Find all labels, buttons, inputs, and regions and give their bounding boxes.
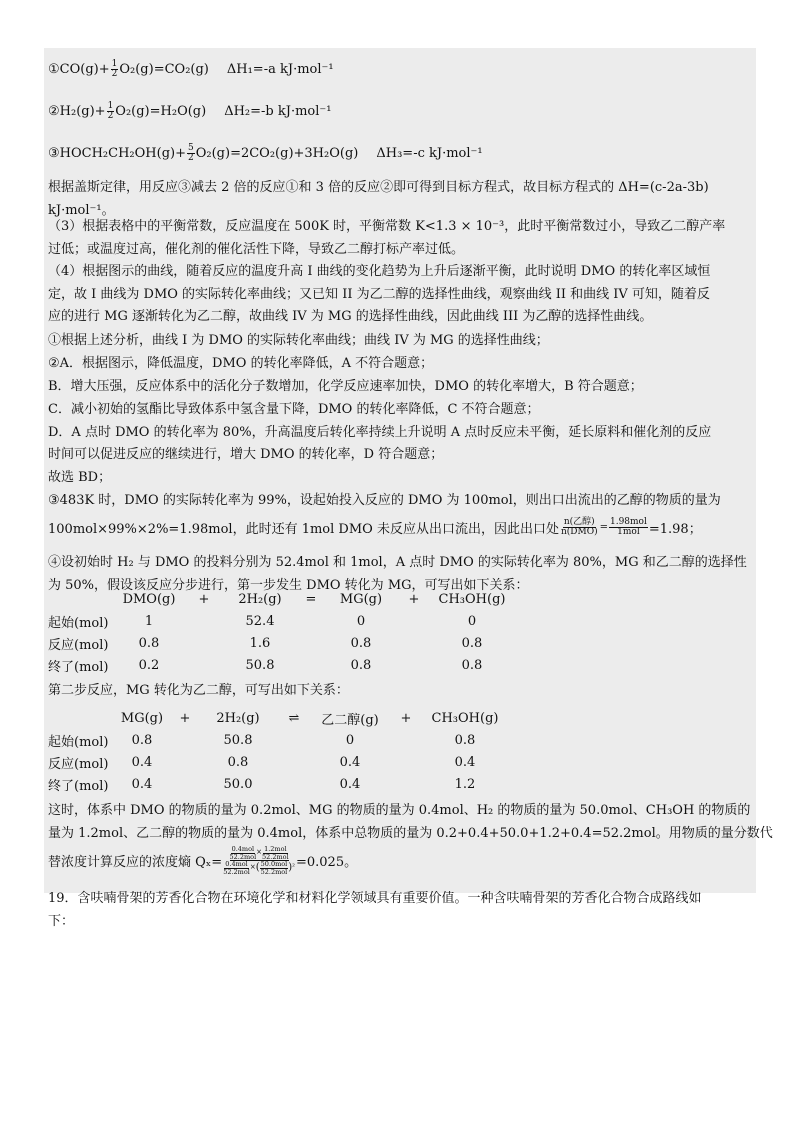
eq-rhs: O₂(g)=2CO₂(g)+3H₂O(g)	[195, 146, 359, 162]
text-line: 故选 BD；	[48, 470, 112, 485]
text-line: ①根据上述分析，曲线 I 为 DMO 的实际转化率曲线；曲线 IV 为 MG 的选择性曲线；	[48, 333, 549, 348]
eq-lhs: H₂(g)+	[59, 104, 106, 120]
text-line: 过低；或温度过高，催化剂的催化活性下降，导致乙二醇打标产率过低。	[48, 242, 465, 257]
text-line: （3）根据表格中的平衡常数，反应温度在 500K 时，平衡常数 K<1.3 × 10⁻³，此时平衡常数过小，导致乙二醇产率	[48, 219, 726, 234]
text-line: 下：	[48, 914, 75, 929]
table-row: 反应(mol) 0.8 1.6 0.8 0.8	[48, 635, 483, 653]
quotient-line: 替浓度计算反应的浓度熵 Qₓ= 0.4mol 52.2mol × 1.2mol 52.2mol 0.4mol 52.2mol × ( 50.0mol 52.2mol ) ² =0.025。	[48, 845, 358, 876]
text-line: 根据盖斯定律，用反应③减去 2 倍的反应①和 3 倍的反应②即可得到目标方程式，故目标方程式的 ΔH=(c-2a-3b)	[48, 180, 709, 195]
text-line: 第二步反应，MG 转化为乙二醇，可写出如下关系：	[48, 683, 349, 698]
text-line: B．增大压强，反应体系中的活化分子数增加，化学反应速率加快，DMO 的转化率增大，B 符合题意；	[48, 379, 643, 394]
text-line: kJ·mol⁻¹。	[48, 203, 115, 218]
eq-rhs: O₂(g)=H₂O(g)	[115, 104, 207, 120]
text-line: 19．含呋喃骨架的芳香化合物在环境化学和材料化学领域具有重要价值。一种含呋喃骨架的芳香化合物合成路线如	[48, 891, 702, 906]
text-line: 这时，体系中 DMO 的物质的量为 0.2mol、MG 的物质的量为 0.4mol、H₂ 的物质的量为 50.0mol、CH₃OH 的物质的	[48, 803, 751, 818]
table-row: 反应(mol) 0.4 0.8 0.4 0.4	[48, 754, 476, 772]
text-line: 量为 1.2mol、乙二醇的物质的量为 0.4mol，体系中总物质的量为 0.2+0.4+50.0+1.2+0.4=52.2mol。用物质的量分数代	[48, 826, 773, 841]
enthalpy: ΔH₁=-a kJ·mol⁻¹	[226, 62, 334, 78]
table-header-row: MG(g) + 2H₂(g) ⇌ 乙二醇(g) + CH₃OH(g)	[120, 710, 499, 728]
circle-number: ③	[48, 146, 60, 162]
text-line: ③483K 时，DMO 的实际转化率为 99%，设起始投入反应的 DMO 为 100mol，则出口出流出的乙醇的物质的量为	[48, 493, 721, 508]
text-line: C．减小初始的氢酯比导致体系中氢含量下降，DMO 的转化率降低，C 不符合题意；	[48, 402, 540, 417]
table-row: 终了(mol) 0.2 50.8 0.8 0.8	[48, 657, 483, 675]
text-line: 应的进行 MG 逐渐转化为乙二醇，故曲线 IV 为 MG 的选择性曲线，因此曲线 III 为乙醇的选择性曲线。	[48, 309, 653, 324]
ratio-line: 100mol×99%×2%=1.98mol，此时还有 1mol DMO 未反应从出口流出，因此出口处 $\frac{\text{n(乙醇)}}{\text{n(DMO)}}$ = $\frac{\text{1.98mol}}{\text{1mol}}$ =1.98；	[48, 517, 702, 538]
text-line: 时间可以促进反应的继续进行，增大 DMO 的转化率，D 符合题意；	[48, 447, 444, 462]
fraction: $\frac{1}{2}$	[111, 59, 118, 80]
fraction: $\frac{\text{1.98mol}}{\text{1mol}}$	[609, 517, 647, 538]
equation-2	[48, 102, 332, 122]
eq-lhs: CO(g)+	[59, 62, 110, 78]
text-line: ④设初始时 H₂ 与 DMO 的投料分别为 52.4mol 和 1mol，A 点时 DMO 的实际转化率为 80%，MG 和乙二醇的选择性	[48, 555, 747, 570]
table-row: 起始(mol) 0.8 50.8 0 0.8	[48, 732, 476, 750]
fraction: $\frac{1}{2}$	[107, 101, 114, 122]
equation-3	[48, 144, 483, 164]
eq-rhs: O₂(g)=CO₂(g)	[119, 62, 209, 78]
fraction: $\frac{5}{2}$	[188, 143, 194, 164]
reaction-table-1	[48, 588, 512, 676]
circle-number: ①	[48, 62, 60, 78]
eq-lhs: HOCH₂CH₂OH(g)+	[59, 146, 186, 162]
table-header-row: DMO(g) + 2H₂(g) = MG(g) + CH₃OH(g)	[122, 591, 506, 607]
table-row: 终了(mol) 0.4 50.0 0.4 1.2	[48, 776, 476, 794]
enthalpy: ΔH₂=-b kJ·mol⁻¹	[224, 104, 332, 120]
text-line: 为 50%，假设该反应分步进行，第一步发生 DMO 转化为 MG，可写出如下关系：	[48, 578, 529, 593]
text-line: D．A 点时 DMO 的转化率为 80%，升高温度后转化率持续上升说明 A 点时反应未平衡，延长原料和催化剂的反应	[48, 425, 712, 440]
text-line: （4）根据图示的曲线，随着反应的温度升高 I 曲线的变化趋势为上升后逐渐平衡，此时说明 DMO 的转化率区域恒	[48, 264, 711, 279]
fraction: $\frac{\text{n(乙醇)}}{\text{n(DMO)}}$	[560, 517, 598, 538]
quotient-fraction: 0.4mol 52.2mol × 1.2mol 52.2mol 0.4mol 52.2mol × ( 50.0mol 52.2mol ) ²	[223, 845, 295, 876]
enthalpy: ΔH₃=-c kJ·mol⁻¹	[376, 146, 483, 162]
text-line: 定，故 I 曲线为 DMO 的实际转化率曲线；又已知 II 为乙二醇的选择性曲线，观察曲线 II 和曲线 IV 可知，随着反	[48, 287, 710, 302]
reaction-table-2	[48, 707, 506, 795]
text-line: ②A．根据图示，降低温度，DMO 的转化率降低，A 不符合题意；	[48, 356, 434, 371]
circle-number: ②	[48, 104, 60, 120]
equation-1	[48, 60, 334, 80]
table-row: 起始(mol) 1 52.4 0 0	[48, 613, 477, 631]
